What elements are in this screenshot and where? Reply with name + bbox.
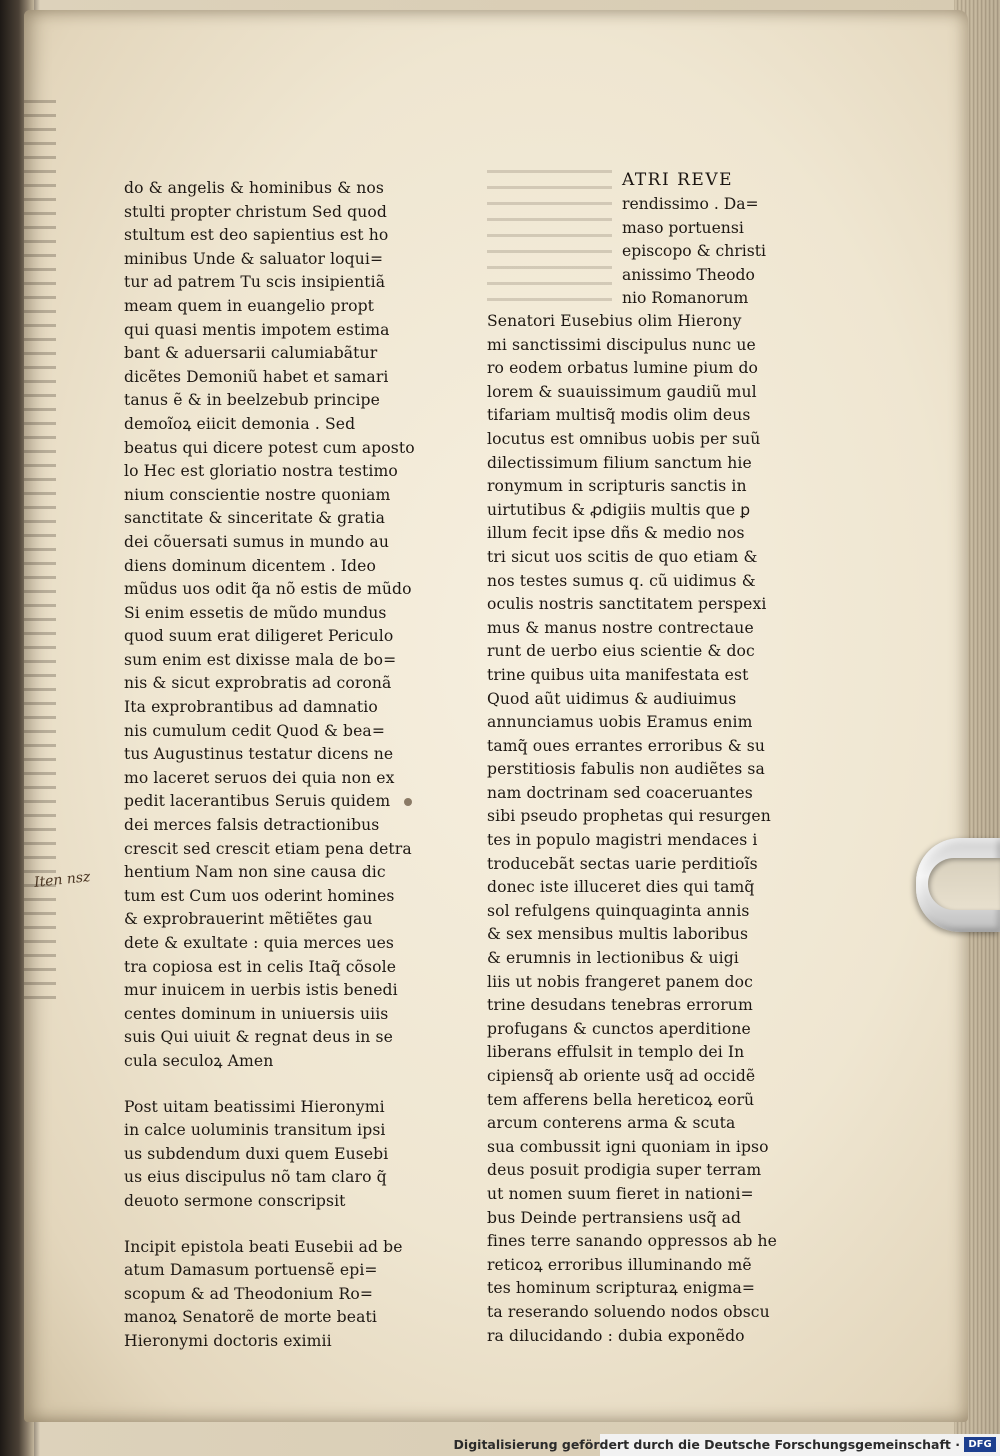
text-line: Quod aũt uidimus & audiuimus: [487, 689, 737, 708]
text-line: diens dominum dicentem . Ideo: [124, 556, 376, 575]
text-line: mus & manus nostre contrectaue: [487, 618, 754, 637]
text-line: dete & exultate : quia merces ues: [124, 934, 395, 952]
text-line: beatus qui dicere potest cum aposto: [124, 438, 415, 457]
text-line: profugans & cunctos aperditione: [487, 1019, 751, 1038]
text-line: sum enim est dixisse mala de bo=: [124, 650, 397, 669]
letter-heading: ATRI REVE: [622, 170, 734, 190]
text-line: sol refulgens quinquaginta annis: [487, 901, 750, 920]
text-line: quod suum erat diligeret Periculo: [124, 627, 394, 646]
text-line: us subdendum duxi quem Eusebi: [124, 1144, 389, 1163]
text-line: perstitiosis fabulis non audiẽtes sa: [487, 760, 765, 779]
text-line: maso portuensi: [622, 218, 744, 237]
text-line: dei cõuersati sumus in mundo au: [124, 532, 389, 551]
text-line: trine desudans tenebras errorum: [487, 996, 753, 1015]
text-line: Incipit epistola beati Eusebii ad be: [124, 1237, 403, 1256]
text-line: uirtutibus & ꝓdigiis multis que ꝑ: [487, 500, 751, 519]
text-line: demoĩoꝝ eiicit demonia . Sed: [124, 414, 356, 433]
text-line: deuoto sermone conscripsit: [124, 1191, 346, 1210]
text-line: runt de uerbo eius scientie & doc: [487, 642, 755, 661]
text-line: reticoꝝ erroribus illuminando mẽ: [487, 1255, 752, 1274]
left-text-column: [124, 177, 415, 1354]
text-line: bant & aduersarii calumiabãtur: [124, 344, 378, 363]
ink-offset-shadow: [487, 170, 612, 310]
text-line: Post uitam beatissimi Hieronymi: [124, 1097, 385, 1116]
left-paragraph-2: [124, 1096, 415, 1214]
text-line: nis & sicut exprobratis ad coronã: [124, 674, 392, 693]
text-line: rendissimo . Da=: [622, 195, 759, 213]
text-line: nium conscientie nostre quoniam: [124, 485, 391, 504]
text-line: in calce uoluminis transitum ipsi: [124, 1121, 386, 1140]
text-line: atum Damasum portuensẽ epi=: [124, 1261, 378, 1280]
text-line: hentium Nam non sine causa dic: [124, 863, 386, 882]
text-line: fines terre sanando oppressos ab he: [487, 1232, 777, 1251]
text-line: episcopo & christi: [622, 242, 766, 261]
text-line: sanctitate & sinceritate & gratia: [124, 509, 386, 528]
text-line: nam doctrinam sed coaceruantes: [487, 783, 753, 802]
text-line: ro eodem orbatus lumine pium do: [487, 359, 759, 378]
left-paragraph-1: [124, 177, 415, 1074]
dfg-logo: DFG: [964, 1437, 996, 1452]
text-line: sibi pseudo prophetas qui resurgen: [487, 807, 771, 826]
text-line: trine quibus uita manifestata est: [487, 665, 749, 684]
text-line: donec iste illuceret dies qui tamq̃: [487, 878, 755, 897]
text-line: do & angelis & hominibus & nos: [124, 179, 384, 197]
text-line: qui quasi mentis impotem estima: [124, 320, 390, 339]
text-line: us eius discipulus nõ tam claro q̃: [124, 1168, 387, 1187]
text-line: Hieronymi doctoris eximii: [124, 1331, 332, 1350]
text-line: pedit lacerantibus Seruis quidem: [124, 792, 391, 811]
text-line: mo laceret seruos dei quia non ex: [124, 768, 395, 787]
text-line: ronymum in scripturis sanctis in: [487, 477, 747, 496]
text-line: stulti propter christum Sed quod: [124, 202, 387, 221]
text-line: liis ut nobis frangeret panem doc: [487, 972, 753, 991]
text-line: mi sanctissimi discipulus nunc ue: [487, 335, 756, 354]
text-line: tes hominum scripturaꝝ enigma=: [487, 1279, 756, 1298]
text-line: stultum est deo sapientius est ho: [124, 226, 389, 245]
text-line: anissimo Theodo: [622, 265, 755, 284]
text-line: & erumnis in lectionibus & uigi: [487, 949, 739, 968]
text-line: centes dominum in uniuersis uiis: [124, 1004, 389, 1023]
text-line: lorem & suauissimum gaudiũ mul: [487, 382, 757, 401]
text-line: deus posuit prodigia super terram: [487, 1161, 762, 1180]
text-line: Ita exprobrantibus ad damnatio: [124, 698, 378, 717]
text-line: locutus est omnibus uobis per suũ: [487, 429, 761, 448]
text-line: tum est Cum uos oderint homines: [124, 886, 395, 905]
text-line: lo Hec est gloriatio nostra testimo: [124, 462, 398, 481]
right-indented-lines: [622, 193, 766, 311]
text-line: tifariam multisq̃ modis olim deus: [487, 406, 751, 425]
text-line: meam quem in euangelio propt: [124, 296, 375, 315]
text-line: tanus ẽ & in beelzebub principe: [124, 391, 380, 410]
text-line: bus Deinde pertransiens usq̃ ad: [487, 1208, 742, 1227]
text-line: tes in populo magistri mendaces i: [487, 831, 758, 850]
text-line: troducebãt sectas uarie perditioĩs: [487, 854, 758, 873]
text-line: minibus Unde & saluator loqui=: [124, 249, 384, 268]
text-line: suis Qui uiuit & regnat deus in se: [124, 1028, 393, 1047]
text-line: oculis nostris sanctitatem perspexi: [487, 595, 767, 614]
text-line: arcum conterens arma & scuta: [487, 1114, 736, 1133]
handwritten-margin-note: Iten nsz: [33, 869, 92, 891]
text-line: crescit sed crescit etiam pena detra: [124, 839, 412, 858]
previous-page-text-edge: [24, 100, 56, 1000]
text-line: mũdus uos odit q̃a nõ estis de mũdo: [124, 580, 412, 599]
text-line: annunciamus uobis Eramus enim: [487, 713, 753, 732]
text-line: scopum & ad Theodonium Ro=: [124, 1284, 374, 1303]
text-line: dilectissimum filium sanctum hie: [487, 453, 752, 472]
text-line: ra dilucidando : dubia exponẽdo: [487, 1326, 745, 1345]
text-line: ut nomen suum fieret in nationi=: [487, 1184, 754, 1203]
text-line: sua combussit igni quoniam in ipso: [487, 1137, 769, 1156]
text-line: tri sicut uos scitis de quo etiam &: [487, 547, 758, 566]
text-line: nos testes sumus q. cũ uidimus &: [487, 571, 756, 590]
text-line: tur ad patrem Tu scis insipientiã: [124, 273, 386, 292]
text-line: cipiensq̃ ab oriente usq̃ ad occidẽ: [487, 1067, 756, 1085]
right-text-column: [487, 310, 777, 1348]
text-line: & exprobrauerint mẽtiẽtes gau: [124, 910, 373, 929]
text-line: dei merces falsis detractionibus: [124, 816, 380, 835]
text-line: dicẽtes Demoniũ habet et samari: [124, 367, 389, 386]
text-line: ta reserando soluendo nodos obscu: [487, 1302, 770, 1321]
text-line: illum fecit ipse dñs & medio nos: [487, 524, 745, 543]
page-clip: [916, 838, 1000, 932]
text-line: tra copiosa est in celis Itaq̃ cõsole: [124, 957, 397, 976]
text-line: Senatori Eusebius olim Hierony: [487, 312, 742, 330]
text-line: nio Romanorum: [622, 289, 749, 308]
ink-dot: [404, 798, 412, 806]
text-line: tamq̃ oues errantes erroribus & su: [487, 736, 765, 755]
text-line: tus Augustinus testatur dicens ne: [124, 745, 394, 764]
text-line: mur inuicem in uerbis istis benedi: [124, 981, 398, 1000]
text-line: manoꝝ Senatorẽ de morte beati: [124, 1308, 377, 1327]
left-paragraph-3: [124, 1236, 415, 1354]
text-line: & sex mensibus multis laboribus: [487, 925, 749, 944]
text-line: Si enim essetis de mũdo mundus: [124, 603, 387, 622]
text-line: tem afferens bella hereticoꝝ eorũ: [487, 1090, 755, 1109]
text-line: cula seculoꝝ Amen: [124, 1051, 274, 1070]
text-line: liberans effulsit in templo dei In: [487, 1043, 745, 1062]
funding-credit: Digitalisierung gefördert durch die Deutsche Forschungsgemeinschaft ·: [453, 1437, 960, 1452]
text-line: nis cumulum cedit Quod & bea=: [124, 721, 385, 740]
